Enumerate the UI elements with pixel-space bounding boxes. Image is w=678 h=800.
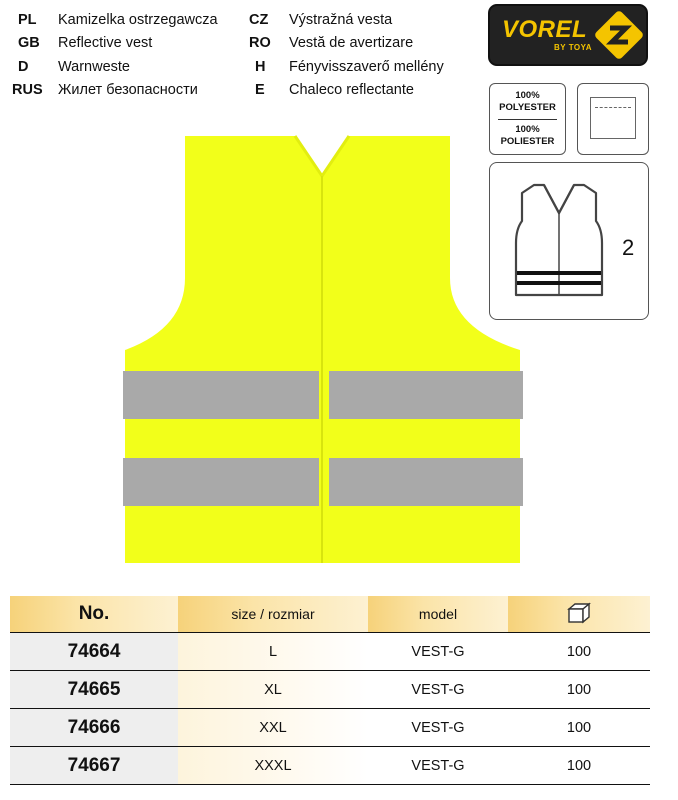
lang-code: D	[18, 59, 29, 75]
row-model: VEST-G	[368, 633, 508, 671]
row-size: XXXL	[178, 747, 368, 785]
product-table	[10, 596, 650, 785]
reflective-vest-image	[115, 128, 530, 568]
lang-text: Chaleco reflectante	[289, 82, 414, 98]
row-qty: 100	[508, 633, 650, 671]
row-qty: 100	[508, 671, 650, 709]
table-row	[10, 633, 650, 671]
table-row	[10, 671, 650, 709]
table-row	[10, 709, 650, 747]
row-qty: 100	[508, 709, 650, 747]
table-row	[10, 747, 650, 785]
row-model: VEST-G	[368, 747, 508, 785]
pocket-box	[577, 83, 649, 155]
table-header-row	[10, 596, 650, 633]
row-no: 74665	[10, 671, 178, 709]
lang-text: Reflective vest	[58, 35, 153, 51]
logo-mark-icon	[595, 11, 643, 59]
header-model: model	[368, 596, 508, 633]
logo-sub: BY TOYA	[554, 43, 593, 52]
material-bottom-name: POLIESTER	[500, 136, 555, 147]
lang-code: E	[255, 82, 265, 98]
row-no: 74664	[10, 633, 178, 671]
row-model: VEST-G	[368, 671, 508, 709]
pocket-dash	[595, 107, 631, 108]
header-qty	[508, 596, 650, 633]
lang-text: Výstražná vesta	[289, 12, 393, 28]
material-top: 100%	[515, 90, 540, 101]
row-size: L	[178, 633, 368, 671]
row-no: 74666	[10, 709, 178, 747]
vorel-logo	[488, 4, 648, 66]
lang-code: PL	[18, 12, 37, 28]
row-qty: 100	[508, 747, 650, 785]
box-icon	[566, 601, 592, 625]
lang-code: CZ	[249, 12, 269, 28]
lang-text: Warnweste	[58, 59, 130, 75]
lang-text: Жилет безопасности	[58, 82, 198, 98]
logo-word: VOREL	[502, 16, 588, 43]
lang-text: Fényvisszaverő mellény	[289, 59, 444, 75]
lang-text: Vestă de avertizare	[289, 35, 414, 51]
header-no: No.	[10, 596, 178, 633]
row-no: 74667	[10, 747, 178, 785]
lang-text: Kamizelka ostrzegawcza	[58, 12, 218, 28]
lang-code: RO	[249, 35, 271, 51]
row-size: XXL	[178, 709, 368, 747]
lang-code: GB	[18, 35, 40, 51]
material-bottom: 100%	[515, 124, 540, 135]
row-size: XL	[178, 671, 368, 709]
row-model: VEST-G	[368, 709, 508, 747]
lang-code: RUS	[12, 82, 43, 98]
pocket-icon	[590, 97, 636, 139]
stripe-count: 2	[622, 235, 635, 260]
material-divider	[498, 119, 557, 120]
material-top-name: POLYESTER	[499, 102, 556, 113]
header-size: size / rozmiar	[178, 596, 368, 633]
lang-code: H	[255, 59, 266, 75]
